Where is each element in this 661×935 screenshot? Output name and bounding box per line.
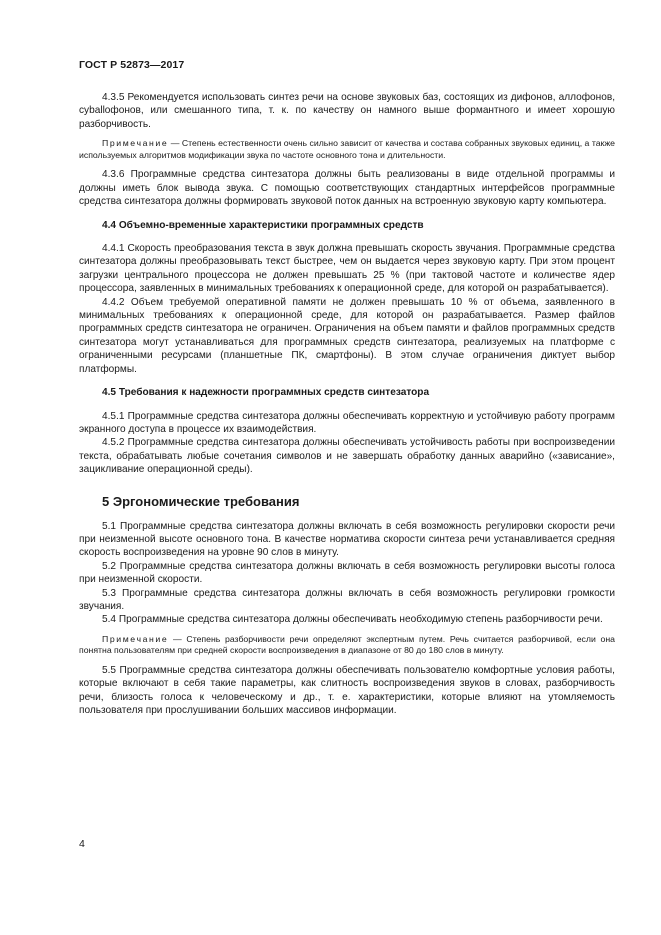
paragraph-5-2: 5.2 Программные средства синтезатора должны включать в себя возможность регулировки высоты голоса при неизменной скорости.	[79, 560, 615, 586]
document-id-header: ГОСТ Р 52873—2017	[79, 59, 185, 71]
heading-4-5: 4.5 Требования к надежности программных средств синтезатора	[102, 387, 430, 399]
note-2	[79, 634, 615, 657]
paragraph-5-4: 5.4 Программные средства синтезатора должны обеспечивать необходимую степень разборчивости речи.	[102, 614, 603, 626]
note-text: — Степень естественности очень сильно зависит от качества и состава собранных звуковых единиц, а также используемых алгоритмов модификации звука по частоте основного тона и длительности.	[79, 138, 615, 160]
paragraph-5-1: 5.1 Программные средства синтезатора должны включать в себя возможность регулировки скорости речи при неизменной высоте основного тона. В качестве норматива скорости синтеза речи устанавливается средняя скорость воспроизведения на уровне 90 слов в минуту.	[79, 520, 615, 559]
paragraph-4-5-1: 4.5.1 Программные средства синтезатора должны обеспечивать корректную и устойчивую работу программ экранного доступа в процессе их взаимодействия.	[79, 410, 615, 435]
paragraph-5-5: 5.5 Программные средства синтезатора должны обеспечивать пользователю комфортные условия работы, которые включают в себя такие параметры, как слитность воспроизведения звуков в словах, разборчивость речи, близость голоса к человеческому и др., т. е. характеристики, которые влияют на утомляемость пользователя при прослушивании больших массивов информации.	[79, 664, 615, 717]
note-1	[79, 138, 615, 161]
paragraph-4-3-6: 4.3.6 Программные средства синтезатора должны быть реализованы в виде отдельной программы и должны иметь блок вывода звука. С помощью соответствующих стандартных интерфейсов программные средства синтезатора должны формировать звуковой поток данных на встроенную звуковую карту компьютера.	[79, 169, 615, 208]
note-label: Примечание	[102, 138, 169, 149]
paragraph-4-3-5: 4.3.5 Рекомендуется использовать синтез речи на основе звуковых баз, состоящих из дифонов, аллофонов, суballофонов, или смешанного типа, т. к. по качеству он намного выше формантного и имеет хорошую разборчивость.	[79, 92, 615, 130]
paragraph-4-4-2: 4.4.2 Объем требуемой оперативной памяти не должен превышать 10 % от объема, заявленного в минимальных требованиях к операционной среде, для которой он разрабатывается. Размер файлов программных средств синтезатора не ограничен. Ограничения на объем памяти и файлов программных средств синтезатора могут устанавливаться для программных средств синтезатора, реализуемых на платформе с ограниченными ресурсами (планшетные ПК, смартфоны). В этом случае ограничения диктует выбор платформы.	[79, 296, 615, 375]
paragraph-4-4-1: 4.4.1 Скорость преобразования текста в звук должна превышать скорость звучания. Программные средства синтезатора должны преобразовывать текст быстрее, чем он выдается через звуковую карту. При этом процент загрузки центрального процессора не должен превышать 25 % (при тактовой частоте и количестве ядер процессора, заявленных в минимальных требованиях к операционной среде, для которой он разрабатывается).	[79, 243, 615, 295]
note-text: — Степень разборчивости речи определяют экспертным путем. Речь считается разборчивой, если она понятна пользователям при средней скорости воспроизведения в диапазоне от 80 до 180 слов в минуту.	[79, 633, 615, 656]
page-number: 4	[79, 838, 85, 850]
heading-5: 5 Эргономические требования	[102, 493, 300, 509]
paragraph-4-5-2: 4.5.2 Программные средства синтезатора должны обеспечивать устойчивость работы при воспроизведении текста, обрабатывать любые сочетания символов и не завершать обработку данных аварийно («зависание», зацикливание операционной среды).	[79, 437, 615, 476]
paragraph-5-3: 5.3 Программные средства синтезатора должны включать в себя возможность регулировки громкости звучания.	[79, 587, 615, 612]
heading-4-4: 4.4 Объемно-временные характеристики программных средств	[102, 219, 424, 231]
note-label: Примечание	[102, 633, 169, 644]
page-body	[79, 91, 615, 718]
